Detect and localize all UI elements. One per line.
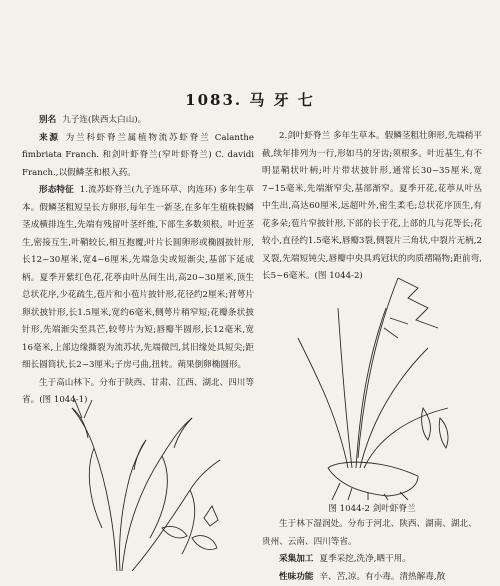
nature-label: 性味功能 — [279, 572, 313, 582]
nature-paragraph — [262, 569, 482, 586]
orchid-illustration-1044-2 — [268, 268, 468, 500]
source-paragraph — [22, 130, 254, 183]
orchid-illustration-1044-1 — [22, 378, 247, 571]
source-text: 为兰科虾脊兰属植物流苏虾脊兰 Calanthe fimbriata Franch. 和剑叶虾脊兰(窄叶虾脊兰) C. davidi Franch.,以假鳞茎和根入药。 — [22, 133, 254, 178]
alias-paragraph — [22, 112, 254, 130]
morphology-paragraph — [22, 182, 254, 375]
right-column-bottom — [262, 516, 482, 586]
harvest-label: 采集加工 — [279, 554, 313, 564]
morphology-text: 1.流苏虾脊兰(九子连环草、肉连环) 多年生草本。假鳞茎粗短呈长方卵形,每年生一新茎,在多年生植株假鳞茎成横排连生,先端有残留叶茎纤维,下部生多数须根。叶近茎生,密接互生,叶鞘较长,相互抱覆;叶片长圆卵形或椭圆披针形,长12~30厘米,宽4~6厘米,先端急尖或短渐尖,基部下延成柄。夏季开紫红色花,花葶由叶丛间生出,高20~30厘米,顶生总状花序,少花疏生,苞片和小苞片披针形,花径约2厘米;背萼片卵状披针形,长1.5厘米,宽约6毫米,侧萼片稍窄短;花瓣条状披针形,先端渐尖至具芒,较萼片为短;唇瓣半圆形,长12毫米,宽16毫米,上部边缘撕裂为流苏状,先端微凹,其旧缘处具短尖;距细长圆筒状,长2~3厘米;子房弓曲,扭转。蒴果倒卵椭圆形。 — [22, 185, 254, 370]
alias-label: 别名 — [39, 115, 56, 125]
species-2-paragraph: 2.剑叶虾脊兰 多年生草本。假鳞茎粗壮卵形,先端稍平截,续年排列为一行,形如马的牙齿;须根多。叶近基生,有不明显鞘状叶柄;叶片带状披针形,通常长30~35厘米,宽7~15毫米,先端渐窄尖,基部渐窄。夏季开花,花葶从叶丛中生出,高达60厘米,远超叶外,密生柔毛;总状花序顶生,有花多朵;苞片窄披针形,下部的长于花,上部的几与花等长;花较小,直径约1.5毫米,唇瓣3裂,侧裂片三角状,中裂片无柄,2叉裂,先端短钝尖,唇瓣中央具鸡冠状的肉质褶隔物;距前弯,长5~6毫米。(图 1044-2) — [262, 128, 482, 286]
morphology-label: 形态特征 — [39, 185, 74, 195]
harvest-paragraph — [262, 551, 482, 569]
right-column — [262, 128, 482, 286]
alias-text: 九子连(陕西太白山)。 — [62, 115, 146, 125]
entry-title: 1083. 马 牙 七 — [0, 89, 500, 110]
nature-text: 辛、苦,凉。有小毒。清热解毒,散 — [319, 572, 445, 582]
source-label: 来源 — [39, 133, 60, 143]
harvest-text: 夏季采挖,洗净,晒干用。 — [319, 554, 410, 564]
habitat-paragraph-1: 生于高山林下。分布于陕西、甘肃、江西、湖北、四川等省。(图 1044-1) — [22, 375, 254, 410]
left-column — [22, 112, 254, 410]
figure-caption: 图 1044-2 剑叶虾脊兰 — [262, 502, 482, 514]
habitat-paragraph-2: 生于林下湿润处。分布于河北、陕西、湖南、湖北、贵州、云南、四川等省。 — [262, 516, 482, 551]
